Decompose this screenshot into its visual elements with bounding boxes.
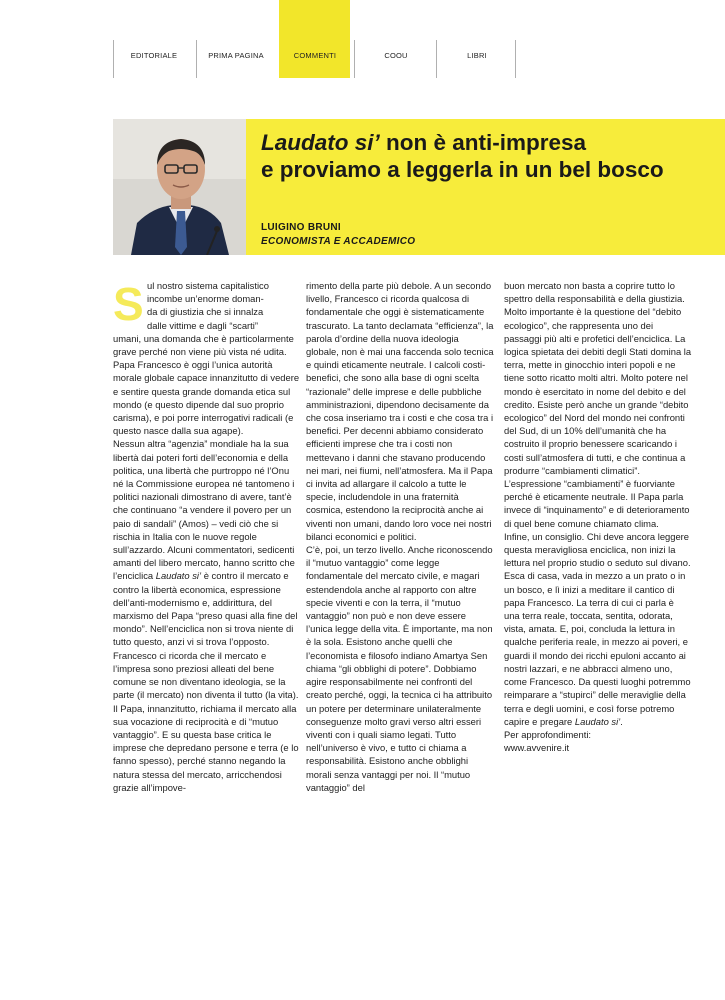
title-line-1: non è anti-impresa [379,130,587,155]
header-yellow-band [246,119,725,255]
text-line: ul nostro sistema capitalistico [147,280,269,291]
encyclical-title: Laudato si’ [155,570,202,582]
author-photo [113,119,246,255]
text-line: da di giustizia che si innalza [147,306,264,318]
encyclical-title: Laudato si’ [574,715,621,727]
nav-separator [354,40,355,78]
paragraph: buon mercato non basta a coprire tutto lo spettro della responsabilità e della giustizia. [504,280,685,305]
article-column-3 [504,279,692,754]
text-run: umani, una domanda che è particolarmente grave perché non viene più vista né udita. Papa Francesco è oggi l’unica autorità morale globale capace innanzitutto di vedere e sentire questa grande domanda etica sul mondo (e questo dipende dal suo proprio carisma), e poi porre interrogativi radicali (e questo nasce dalla sua agape). [113,332,300,437]
paragraph: C’è, poi, un terzo livello. Anche riconoscendo il “mutuo vantaggio” come legge fondamentale del mercato civile, e magari estendendola anche al rapporto con altre specie viventi e con la terra, il “mutuo vantaggio” non può e non deve essere l’unica legge della vita. È importante, ma non è la sola. Esistono anche quelli che l’economista e filosofo indiano Amartya Sen chiama “gli obblighi di potere”. Dobbiamo agire responsabilmente nei confronti del creato perché, oggi, la tecnica ci ha attribuito un potere per determinare unilateralmente conseguenze molto gravi verso altri esseri viventi con i quali siamo legati. Tutto nell’universo è vivo, e tutto ci chiama a responsabilità. Esistono anche obblighi morali senza vantaggi per noi. Il “mutuo vantaggio” del [306,544,493,793]
title-italic: Laudato si’ [261,130,380,155]
drop-cap: S [113,278,144,330]
text-run: . [620,715,623,727]
text-run: Infine, un consiglio. Chi deve ancora leggere questa meravigliosa enciclica, non inizi la lettura nel proprio studio o seduto sul divano. Esca di casa, vada in mezzo a un prato o in un bosco, e lì inizi a meditare il cantico di papa Francesco. La terra di cui ci parla è una terra reale, toccata, sentita, odorata, vista, amata. E, poi, concluda la lettura in qualche periferia reale, in mezzo ai poveri, e guardi il mondo dei ricchi epuloni accanto ai nostri lazzari, e ne abbracci almeno uno, come Francesco. Da questi luoghi potremmo reimparare a “stupirci” delle meraviglie della terra e degli uomini, e così forse potremo capire e pregare [504,530,691,727]
text-run: Nessun altra “agenzia” mondiale ha la sua libertà dai poteri forti dell’economia e della politica, una libertà che purtroppo né l’Onu né la Commissione europea né tantomeno i politici nazionali dimostrano di avere, tant’è che continuano “a vendere il povero per un paio di sandali” (Amos) – vedi ciò che si rischia in Italia con le nuove regole sull’azzardo. Alcuni commentatori, sedicenti amanti del libero mercato, hanno scritto che l’enciclica [113,438,295,582]
paragraph [113,279,301,437]
article-title [261,129,721,183]
sources-link[interactable]: www.avvenire.it [504,742,570,754]
author-portrait-image [113,119,246,255]
title-line-2: e proviamo a leggerla in un bel bosco [261,157,664,182]
paragraph: rimento della parte più debole. A un secondo livello, Francesco ci ricorda qualcosa di fondamentale che oggi è sistematicamente trascurato. La tanto declamata “efficienza”, la parola d’ordine della nuova ideologia globale, non è mai una faccenda solo tecnica e quindi eticamente neutrale. I calcoli costi-benefici, che sono alla base di ogni scelta “razionale” delle imprese e delle pubbliche amministrazioni, dipendono decisamente da che cosa inseriamo tra i costi e che cosa tra i benefici. Per decenni abbiamo considerato efficienti imprese che tra i costi non mettevano i danni che stavano producendo nei mari, nei fiumi, nell’atmosfera. Ma il Papa ci invita ad allargare il calcolo a tutte le specie, includendole in una fraternità cosmica, estendono la reciprocità anche ai viventi non umani, dando loro voce nei nostri bilanci economici e politici. [306,280,494,542]
paragraph: Molto importante è la questione del “debito ecologico”, che rappresenta uno dei passaggi più alti e profetici dell’enciclica. La logica spietata dei debiti degli Stati domina la terra, mette in ginocchio interi popoli e ne tiene sotto ricatto molti altri. Molto potere nel mondo è esercitato in nome del debito e del credito. Esiste però anche un grande “debito ecologico” del Nord del mondo nei confronti del Sud, di un 10% dell’umanità che ha costruito il proprio benessere scaricando i costi sull’atmosfera di tutti, e che continua a produrre “cambiamenti climatici”. L’espressione “cambiamenti” è fuorviante perché è eticamente neutrale. Il Papa parla invece di “inquinamento” e di deterioramento di quel bene comune chiamato clima. [504,306,692,529]
paragraph: Il Papa, innanzitutto, richiama il mercato alla sua vocazione di reciprocità e di “mutuo vantaggio”. E su questa base critica le imprese che depredano persone e terra (e lo fanno spesso), perché stanno negando la natura stessa del mercato, arricchendosi grazie all’impove- [113,702,299,793]
nav-item-prima-pagina[interactable]: PRIMA PAGINA [208,51,264,60]
paragraph [504,530,692,728]
paragraph [113,437,301,701]
article-header [113,119,725,255]
text-line: incombe un’enorme doman- [147,293,264,305]
top-navigation [0,0,725,80]
article-column-2 [306,279,494,794]
text-line: dalle vittime e dagli “scarti” [147,319,258,331]
nav-item-editoriale[interactable]: EDITORIALE [130,51,178,60]
nav-item-coou[interactable]: COOU [384,51,408,60]
text-run: è contro il mercato e contro la libertà economica, espressione dell’anti-modernismo e, addirittura, del marxismo del Papa “preso quasi alla fine del mondo”. Nell’enciclica non si trova niente di tutto questo, anzi vi si trova l’opposto. Francesco ci ricorda che il mercato e l’impresa sono preziosi alleati del bene comune se non diventano ideologia, se la parte (il mercato) non diventa il tutto (la vita). [113,570,299,701]
nav-item-commenti[interactable]: COMMENTI [293,51,337,60]
author-role: ECONOMISTA E ACCADEMICO [261,236,416,247]
author-name: LUIGINO BRUNI [261,222,342,233]
sources-label: Per approfondimenti: [504,728,592,740]
nav-separator [515,40,516,78]
article-column-1 [113,279,301,794]
nav-item-libri[interactable]: LIBRI [467,51,487,60]
